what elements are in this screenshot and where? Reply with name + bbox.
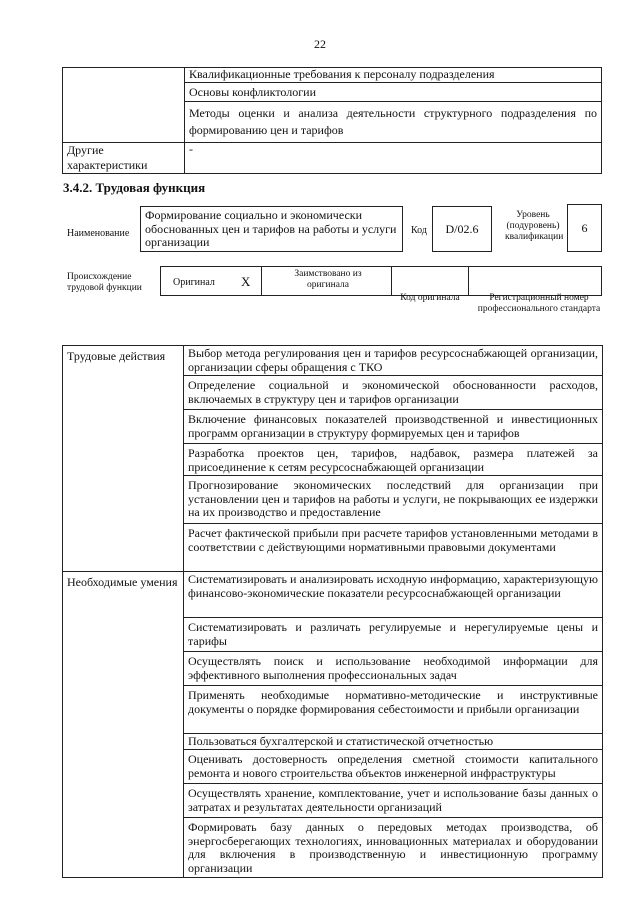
- table-row: [63, 346, 603, 376]
- table-row: [63, 82, 602, 101]
- action-item: Расчет фактической прибыли при расчете тарифов установленными методами в соответствии с действующими нормативными правовыми документами: [184, 524, 603, 572]
- original-label: Оригинал: [173, 277, 215, 288]
- code-caption: Код оригинала: [400, 293, 460, 303]
- action-item: Определение социальной и экономической обоснованности расходов, включаемых в структуру цен и тарифов организации: [184, 376, 603, 410]
- table-cell: Основы конфликтологии: [185, 82, 602, 101]
- table-cell: Квалификационные требования к персоналу подразделения: [185, 68, 602, 83]
- action-item: Выбор метода регулирования цен и тарифов ресурсоснабжающей организации, организации сферы обращения с ТКО: [184, 346, 603, 376]
- table-row: [63, 142, 602, 173]
- other-characteristics-value: -: [185, 142, 602, 173]
- skill-item: Пользоваться бухгалтерской и статистической отчетностью: [184, 734, 603, 750]
- table-row: [63, 101, 602, 142]
- main-table: [62, 345, 603, 878]
- skill-item: Осуществлять поиск и использование необходимой информации для эффективного выполнения профессиональных задач: [184, 652, 603, 686]
- skills-label: Необходимые умения: [63, 572, 184, 878]
- other-characteristics-label: Другие характеристики: [63, 142, 185, 173]
- action-item: Включение финансовых показателей производственной и инвестиционных программ организации в структуру формируемых цен и тарифов: [184, 410, 603, 444]
- name-label: Наименование: [67, 228, 130, 239]
- level-label: Уровень (подуровень) квалификации: [505, 210, 564, 242]
- original-mark: X: [241, 274, 251, 289]
- action-item: Разработка проектов цен, тарифов, надбавок, размера платежей за присоединение к сетям ресурсоснабжающей организации: [184, 444, 603, 476]
- skill-item: Осуществлять хранение, комплектование, учет и использование базы данных о затратах и результатах деятельности организаций: [184, 784, 603, 818]
- skill-item: Оценивать достоверность определения сметной стоимости капитального ремонта и нового строительства объектов инженерной инфраструктуры: [184, 750, 603, 784]
- level-box: [567, 204, 602, 252]
- name-box: [140, 206, 403, 252]
- table-cell: Методы оценки и анализа деятельности структурного подразделения по формированию цен и тарифов: [185, 101, 602, 142]
- skill-item: Систематизировать и анализировать исходную информацию, характеризующую финансово-экономические показатели ресурсоснабжающей организации: [184, 572, 603, 618]
- origin-table: [160, 266, 602, 296]
- action-item: Прогнозирование экономических последствий для организации при установлении цен и тарифов на работы и услуги, не покрывающих ее издержки на их производство и предоставление: [184, 476, 603, 524]
- function-name: Формирование социально и экономически обоснованных цен и тарифов на работы и услуги организации: [145, 208, 397, 249]
- actions-label: Трудовые действия: [63, 346, 184, 572]
- function-code: D/02.6: [445, 222, 479, 236]
- skill-item: Применять необходимые нормативно-методические и инструктивные документы о порядке формирования себестоимости и прибыли организации: [184, 686, 603, 734]
- skill-item: Формировать базу данных о передовых методах производства, об энергосберегающих технологиях, инновационных материалах и оборудовании для включения в производственную и инвестиционную программу организации: [184, 818, 603, 878]
- code-box: [432, 206, 492, 252]
- section-heading: 3.4.2. Трудовая функция: [63, 180, 206, 195]
- skill-item: Систематизировать и различать регулируемые и нерегулируемые цены и тарифы: [184, 618, 603, 652]
- table-row: [63, 572, 603, 618]
- origin-label: Происхождение трудовой функции: [67, 272, 142, 293]
- code-label: Код: [411, 225, 427, 236]
- reg-caption: Регистрационный номер профессионального стандарта: [477, 293, 601, 314]
- top-table: [62, 67, 602, 174]
- table-row: [63, 68, 602, 83]
- level-value: 6: [581, 221, 588, 235]
- borrowed-label: Заимствовано из оригинала: [294, 269, 362, 290]
- page-number: 22: [314, 37, 326, 51]
